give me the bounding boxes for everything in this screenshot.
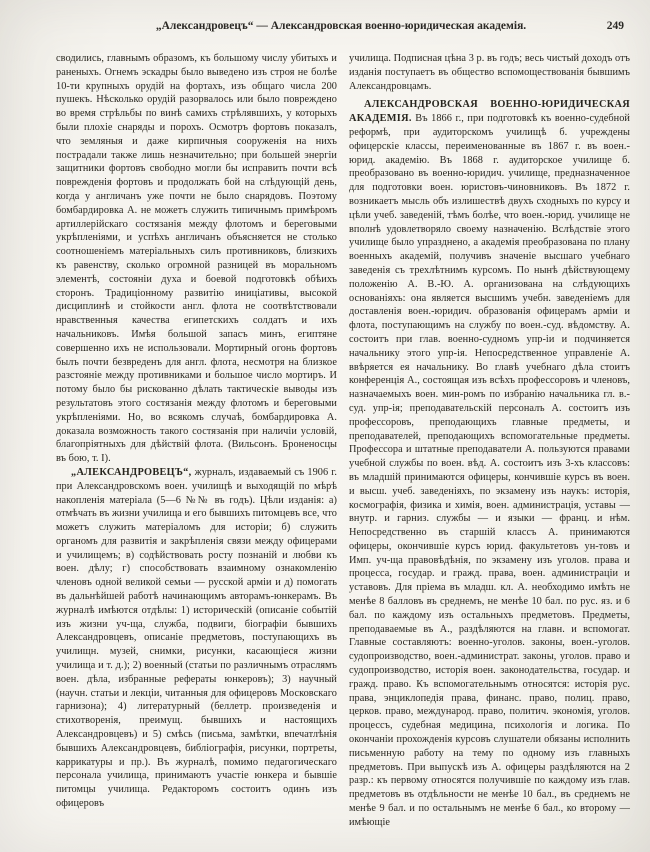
military-juridical-academy-article-title: АЛЕКСАНДРОВСКАЯ ВОЕННО-ЮРИДИЧЕСКАЯ АКАДЕМІЯ. bbox=[349, 99, 630, 125]
left-column bbox=[56, 52, 337, 842]
right-column bbox=[349, 52, 630, 842]
page-number: 249 bbox=[606, 20, 624, 32]
running-head bbox=[56, 20, 626, 36]
alexandrovets-journal-article: „АЛЕКСАНДРОВЕЦЪ“, журналъ, издаваемый съ 1906 г. при Александровскомъ воен. училищѣ и выходящій по мѣрѣ накопленія матеріала (5—6 №№ въ годъ). Цѣли изданія: а) отмѣчать въ жизни училища и его бывшихъ питомцевъ все, что можетъ служить матеріаломъ для исторіи; б) служить органомъ для развитія и закрѣпленія связи между офицерами и училищемъ; в) содѣйствовать росту познаній и любви къ воен. дѣлу; г) способствовать взаимному ознакомленію членовъ одной великой семьи — русской арміи и д) помогать въ дальнѣйшей работѣ начинающимъ авторамъ-юнкерамъ. Въ журналѣ имѣются отдѣлы: 1) историческій (описаніе событій изъ жизни уч-ща, служба, подвиги, біографіи бывшихъ Александровцевъ, описаніе предметовъ, поступающихъ въ училищн. музей, снимки, рисунки, касающіеся жизни училища и т. д.); 2) военный (статьи по различнымъ отраслямъ воен. дѣла, избранные рефераты юнкеровъ); 3) научный (научн. статьи и лекціи, читанныя для офицеровъ Московскаго гарнизона); 4) литературный (беллетр. произведенія и стихотворенія, преимущ. бывшихъ и настоящихъ Александровцевъ) и 5) смѣсь (письма, замѣтки, впечатлѣнія бывшихъ Александровцевъ, библіографія, рисунки, портреты, каррикатуры и пр.). Въ журналѣ, помимо педагогическаго персонала училища, принимаютъ участіе юнкера и бывшіе питомцы училища. Редакторомъ состоитъ одинъ изъ офицеровъ bbox=[56, 466, 337, 810]
military-juridical-academy-article: АЛЕКСАНДРОВСКАЯ ВОЕННО-ЮРИДИЧЕСКАЯ АКАДЕМІЯ. Въ 1866 г., при подготовкѣ къ военно-судебной реформѣ, при аудиторскомъ училищѣ б. учреждены офицерскіе классы, переименованные въ 1867 г. въ воен.-юрид. академію. Въ 1868 г. аудиторское училище б. преобразовано въ военно-юридич. училище, предназначенное для подготовки воен. юристовъ-чиновниковъ. Въ 1872 г. возникаетъ мысль объ излишествѣ двухъ сходныхъ по курсу и цѣли учеб. заведеній, тѣмъ болѣе, что воен.-юрид. училище не вполнѣ удовлетворяло своему назначенію. Вслѣдствіе этого училище было упразднено, а академія преобразована по плану военныхъ академій, получивъ значеніе высшаго учебнаго заведенія съ трехлѣтнимъ курсомъ. По нынѣ дѣйствующему положенію А. В.-Ю. А. организована на слѣдующихъ основаніяхъ: она является высшимъ учебн. заведеніемъ для доставленія воен.-юридич. образованія офицерамъ арміи и флота, поступающимъ на службу по воен.-суд. вѣдомству. А. состоитъ при глав. военно-судномъ упр-іи и подчиняется начальнику этого упр-ія. Непосредственное управленіе А. ввѣряется ея начальнику. Во главѣ учебнаго дѣла стоитъ конференція А., состоящая изъ всѣхъ профессоровъ и членовъ, назначаемыхъ воен. мин-ромъ по избранію начальника гл. в.-суд. упр-ія; преподавательскій персоналъ А. состоитъ изъ профессоровъ, преподающихъ главные предметы, и преподавателей, преподающихъ вспомогательные предметы. Профессора и штатные преподаватели А. пользуются правами учебной службы по воен. вѣд. А. состоитъ изъ 3-хъ классовъ: въ младшій принимаются офицеры, кончившіе курсъ въ воен. и высш. учеб. заведеніяхъ, по экзамену изъ наукъ: исторія, космографія, физика и химія, воен. администрація, уставы — внутр. и гарниз. службы — и языки — франц. и нѣм. Непосредственно въ старшій классъ А. принимаются офицеры, окончившіе курсъ юрид. факультетовъ ун-товъ и Имп. уч-ща правовѣдѣнія, по экзамену изъ уголов. права и процесса, государ. и гражд. права, воен. администраціи и уставовъ. Для пріема въ младш. кл. А. необходимо имѣть не менѣе 8 балловъ въ среднемъ, не менѣе 10 бал. по рус. яз. и 6 бал. по каждому изъ остальныхъ предметовъ. Предметы, преподаваемые въ А., раздѣляются на главн. и вспомогат. Главные составляютъ: военно-уголов. законы, воен.-уголов. судопроизводство, воен.-администрат. законы, уголов. право и судопроизводство, исторія воен. законодательства, государ. и гражд. право. Къ вспомогательнымъ относятся: исторія рус. права, энциклопедія права, финанс. право, полиц. право, церков. право, международ. право, политич. экономія, уголов. процессъ, судебная медицина, психологія и логика. По окончаніи прохожденія курсовъ слушатели обязаны исполнить письменную работу на тему по одному изъ главныхъ предметовъ. При выпускѣ изъ А. офицеры раздѣляются на 2 разр.: къ первому относятся получившіе по каждому изъ глав. предметовъ въ отдѣльности не менѣе 10 бал., въ среднемъ не менѣе 9 бал. и по остальнымъ не менѣе 6 бал., ко второму — имѣющіе bbox=[349, 99, 630, 828]
running-head-title: „Александровецъ“ — Александровская военно-юридическая академія. bbox=[155, 20, 527, 32]
alexandrovets-journal-continuation: училища. Подписная цѣна 3 р. въ годъ; весь чистый доходъ отъ изданія поступаетъ въ общество вспомоществованія бывшимъ Александровцамъ. bbox=[349, 53, 630, 92]
alexandria-bombardment-continuation: сводились, главнымъ образомъ, къ большому числу убитыхъ и раненыхъ. Огнемъ эскадры было выведено изъ строя не болѣе 10-ти крупныхъ орудій на фортахъ, изъ общаго числа 200 пушекъ. Нѣсколько орудій разорвалось или было повреждено во время стрѣльбы по винѣ самихъ стрѣлявшихъ, у которыхъ были плохіе снаряды и порохъ. Осмотръ фортовъ показалъ, что земляныя и даже кирпичныя сооруженія на нихъ пострадали также лишь незначительно; при большей энергіи защитники фортовъ свободно могли бы исправить почти всѣ поврежденія фортовъ и продолжать бой на слѣдующій день, когда у англичанъ уже почти не было снарядовъ. Поэтому бомбардировка А. не можетъ служить типичнымъ примѣромъ артиллерійскаго состязанія между флотомъ и береговыми укрѣпленіями, и успѣхъ англичанъ объясняется не столько соотношеніемъ матеріальныхъ силъ противниковъ, близкихъ къ равенству, сколько огромной разницей въ моральномъ элементѣ, состояніи духа и боевой подготовкѣ обѣихъ сторонъ. Традиціонному развитію иниціативы, высокой дисциплинѣ и стойкости англ. флота не соотвѣтствовали нравственныя качества египетскихъ солдатъ и ихъ начальниковъ. Имѣя большой запасъ минъ, египтяне совершенно ихъ не использовали. Мортирный огонь фортовъ былъ почти безвреденъ для англ. флота, несмотря на близкое разстояніе между противниками и большое число мортиръ. И потому было бы рискованно дѣлать тактическіе выводы изъ результатовъ этого состязанія между флотомъ и береговыми укрѣпленіями. Но, во всякомъ случаѣ, бомбардировка А. доказала возможность такого состязанія при наличіи условій, благопріятныхъ для дѣйствій флота. (Вильсонъ. Броненосцы въ бою, т. I). bbox=[56, 53, 337, 465]
alexandrovets-journal-article-title: „АЛЕКСАНДРОВЕЦЪ“, bbox=[71, 466, 192, 478]
